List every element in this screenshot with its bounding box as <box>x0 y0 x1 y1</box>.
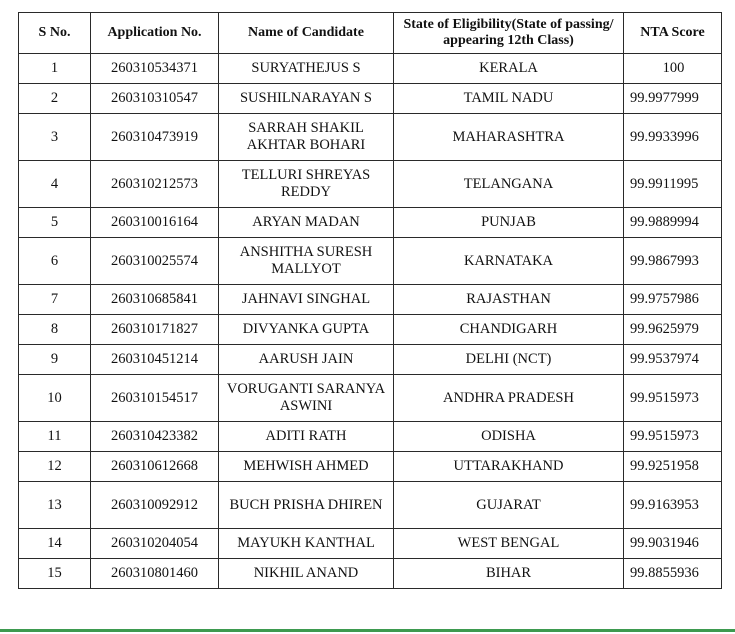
cell-nta-score: 99.9031946 <box>624 529 722 559</box>
cell-nta-score: 99.9515973 <box>624 375 722 422</box>
cell-application-no: 260310685841 <box>91 285 219 315</box>
cell-nta-score: 99.9537974 <box>624 345 722 375</box>
cell-s-no: 14 <box>19 529 91 559</box>
cell-s-no: 9 <box>19 345 91 375</box>
cell-nta-score: 99.8855936 <box>624 559 722 589</box>
cell-name: ARYAN MADAN <box>219 208 394 238</box>
bottom-rule <box>0 629 735 632</box>
cell-application-no: 260310025574 <box>91 238 219 285</box>
table-row <box>19 315 722 345</box>
header-application-no: Application No. <box>91 13 219 54</box>
cell-name: BUCH PRISHA DHIREN <box>219 482 394 529</box>
results-table <box>18 12 722 589</box>
cell-state: TELANGANA <box>394 161 624 208</box>
cell-nta-score: 99.9163953 <box>624 482 722 529</box>
table-row <box>19 559 722 589</box>
cell-state: BIHAR <box>394 559 624 589</box>
cell-s-no: 8 <box>19 315 91 345</box>
cell-nta-score: 99.9889994 <box>624 208 722 238</box>
cell-s-no: 1 <box>19 54 91 84</box>
cell-state: MAHARASHTRA <box>394 114 624 161</box>
cell-s-no: 10 <box>19 375 91 422</box>
cell-name: MAYUKH KANTHAL <box>219 529 394 559</box>
cell-application-no: 260310451214 <box>91 345 219 375</box>
cell-application-no: 260310473919 <box>91 114 219 161</box>
cell-application-no: 260310310547 <box>91 84 219 114</box>
table-row <box>19 422 722 452</box>
table-row <box>19 529 722 559</box>
cell-name: SARRAH SHAKIL AKHTAR BOHARI <box>219 114 394 161</box>
cell-name: VORUGANTI SARANYA ASWINI <box>219 375 394 422</box>
table-row <box>19 452 722 482</box>
cell-name: SUSHILNARAYAN S <box>219 84 394 114</box>
cell-nta-score: 99.9251958 <box>624 452 722 482</box>
cell-nta-score: 99.9933996 <box>624 114 722 161</box>
cell-application-no: 260310204054 <box>91 529 219 559</box>
cell-s-no: 15 <box>19 559 91 589</box>
cell-state: TAMIL NADU <box>394 84 624 114</box>
cell-state: ANDHRA PRADESH <box>394 375 624 422</box>
cell-nta-score: 99.9515973 <box>624 422 722 452</box>
table-row <box>19 238 722 285</box>
table-row <box>19 208 722 238</box>
table-row <box>19 482 722 529</box>
cell-application-no: 260310534371 <box>91 54 219 84</box>
table-row <box>19 345 722 375</box>
cell-name: MEHWISH AHMED <box>219 452 394 482</box>
cell-state: KERALA <box>394 54 624 84</box>
cell-s-no: 7 <box>19 285 91 315</box>
cell-state: UTTARAKHAND <box>394 452 624 482</box>
cell-state: ODISHA <box>394 422 624 452</box>
cell-state: GUJARAT <box>394 482 624 529</box>
cell-name: DIVYANKA GUPTA <box>219 315 394 345</box>
cell-state: KARNATAKA <box>394 238 624 285</box>
cell-application-no: 260310154517 <box>91 375 219 422</box>
cell-name: ANSHITHA SURESH MALLYOT <box>219 238 394 285</box>
cell-application-no: 260310801460 <box>91 559 219 589</box>
cell-s-no: 4 <box>19 161 91 208</box>
cell-nta-score: 99.9977999 <box>624 84 722 114</box>
cell-name: AARUSH JAIN <box>219 345 394 375</box>
cell-s-no: 5 <box>19 208 91 238</box>
cell-application-no: 260310016164 <box>91 208 219 238</box>
cell-state: PUNJAB <box>394 208 624 238</box>
cell-name: NIKHIL ANAND <box>219 559 394 589</box>
cell-application-no: 260310092912 <box>91 482 219 529</box>
cell-state: WEST BENGAL <box>394 529 624 559</box>
cell-application-no: 260310423382 <box>91 422 219 452</box>
cell-s-no: 13 <box>19 482 91 529</box>
table-row <box>19 114 722 161</box>
table-row <box>19 54 722 84</box>
cell-state: DELHI (NCT) <box>394 345 624 375</box>
cell-nta-score: 99.9625979 <box>624 315 722 345</box>
table-row <box>19 84 722 114</box>
cell-nta-score: 99.9757986 <box>624 285 722 315</box>
header-nta-score: NTA Score <box>624 13 722 54</box>
cell-s-no: 6 <box>19 238 91 285</box>
cell-nta-score: 100 <box>624 54 722 84</box>
table-row <box>19 375 722 422</box>
cell-nta-score: 99.9867993 <box>624 238 722 285</box>
cell-name: TELLURI SHREYAS REDDY <box>219 161 394 208</box>
header-row <box>19 13 722 54</box>
cell-application-no: 260310212573 <box>91 161 219 208</box>
cell-name: ADITI RATH <box>219 422 394 452</box>
cell-state: CHANDIGARH <box>394 315 624 345</box>
cell-application-no: 260310612668 <box>91 452 219 482</box>
header-state: State of Eligibility(State of passing/ appearing 12th Class) <box>394 13 624 54</box>
cell-s-no: 11 <box>19 422 91 452</box>
table-row <box>19 161 722 208</box>
cell-application-no: 260310171827 <box>91 315 219 345</box>
cell-name: JAHNAVI SINGHAL <box>219 285 394 315</box>
cell-s-no: 12 <box>19 452 91 482</box>
cell-name: SURYATHEJUS S <box>219 54 394 84</box>
header-s-no: S No. <box>19 13 91 54</box>
cell-s-no: 3 <box>19 114 91 161</box>
cell-s-no: 2 <box>19 84 91 114</box>
table-row <box>19 285 722 315</box>
cell-state: RAJASTHAN <box>394 285 624 315</box>
header-name: Name of Candidate <box>219 13 394 54</box>
cell-nta-score: 99.9911995 <box>624 161 722 208</box>
